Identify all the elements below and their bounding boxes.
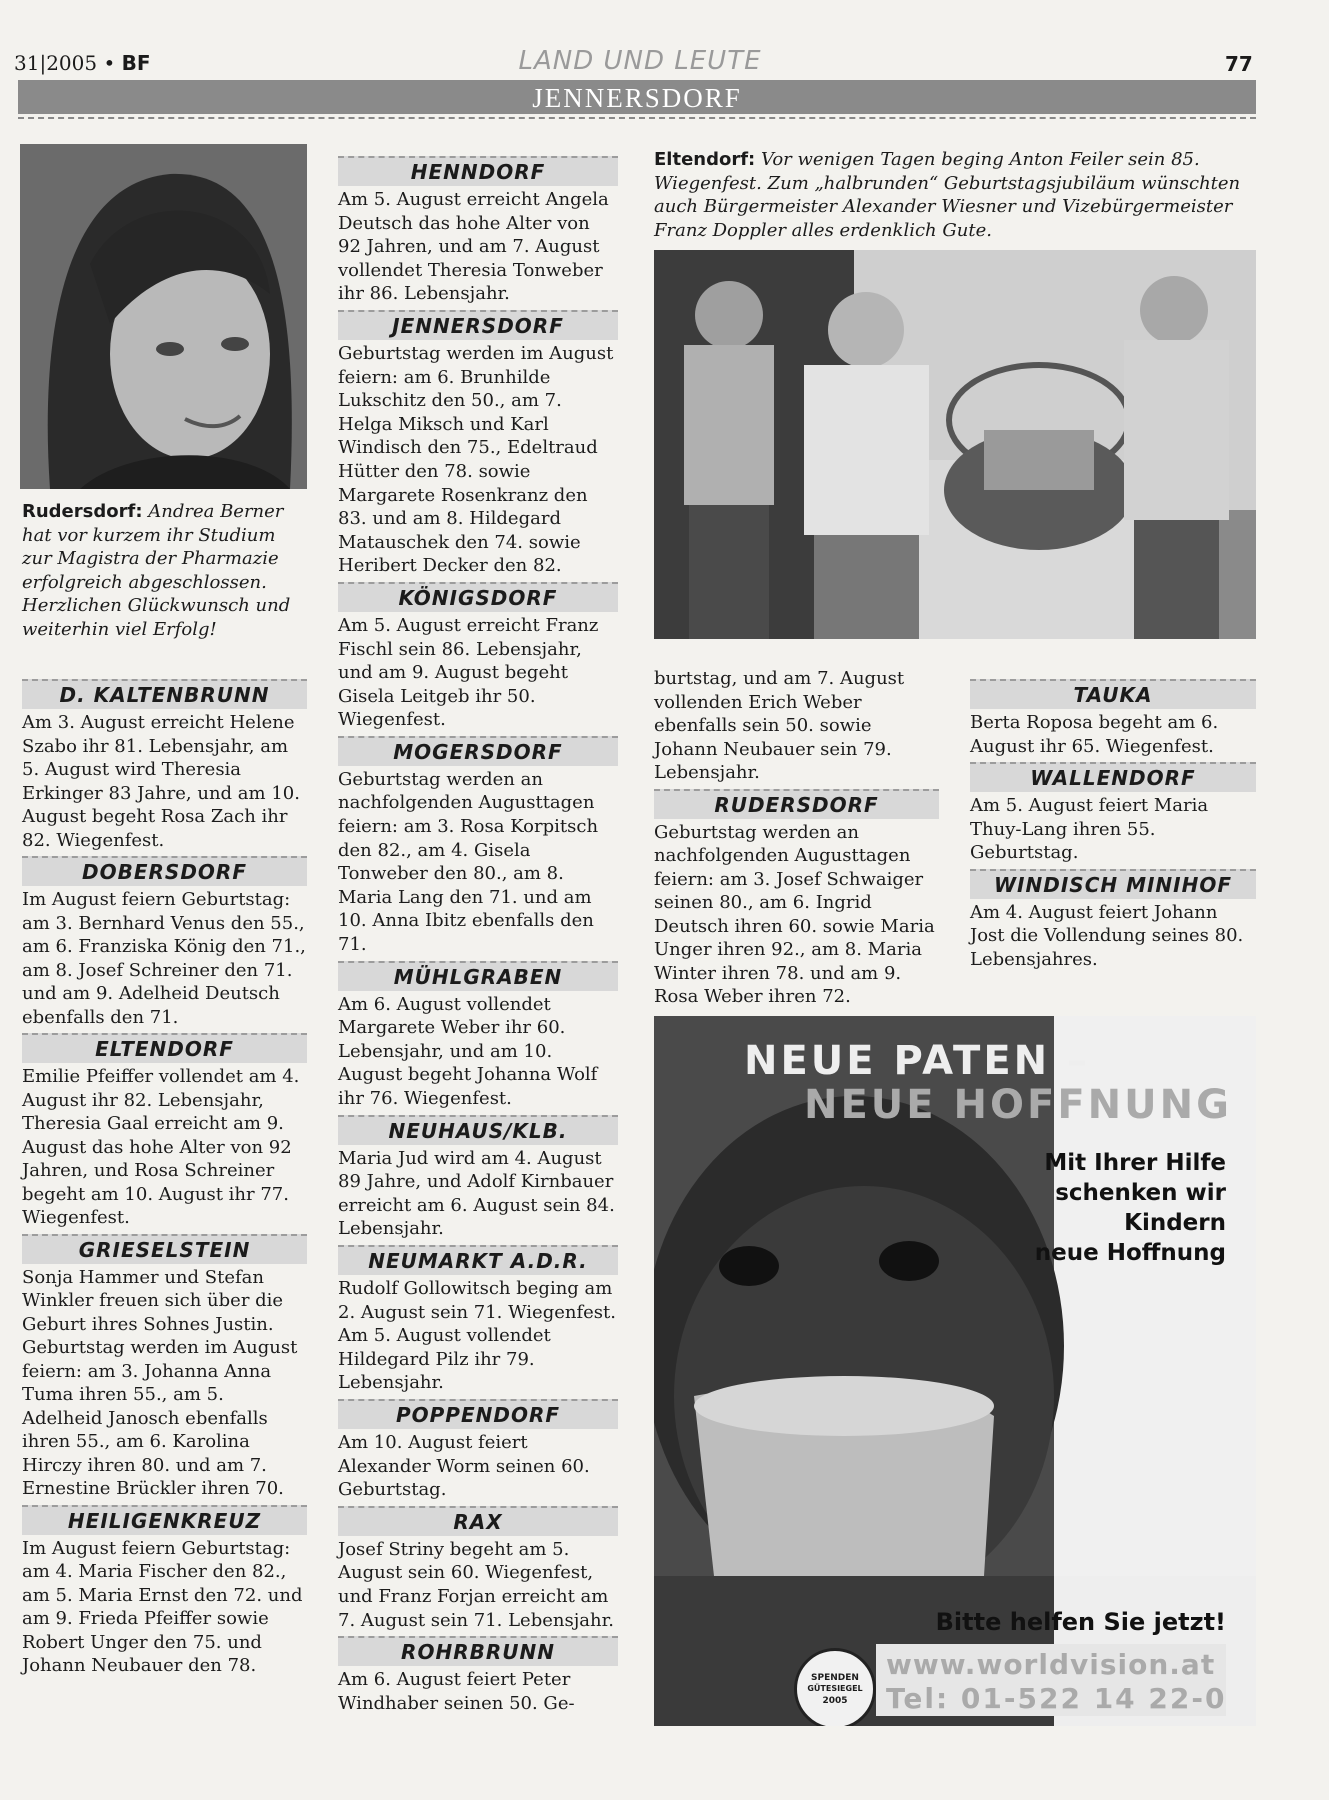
region-title: JENNERSDORF	[532, 83, 742, 113]
issue-label: 31|2005	[14, 51, 98, 75]
town-heading: HENNDORF	[338, 156, 618, 186]
ad-body-line: schenken wir	[1055, 1180, 1226, 1206]
town-text: Emilie Pfeiffer vollendet am 4. August ihr 82. Lebensjahr, Theresia Gaal erreicht am 9. August das hohe Alter von 92 Jahren, und Rosa Schreiner begeht am 10. August ihr 77. Wiegenfest.	[22, 1066, 300, 1228]
town-text: Am 6. August vollendet Margarete Weber ihr 60. Lebensjahr, und am 10. August begeht Johanna Wolf ihr 76. Wiegenfest.	[338, 993, 598, 1109]
town-heading: TAUKA	[970, 679, 1256, 709]
ad-headline-2: NEUE HOFFNUNG	[804, 1082, 1232, 1128]
continued-text: burtstag, und am 7. August vollenden Erich Weber ebenfalls sein 50. sowie Johann Neubauer sein 79. Lebensjahr.	[654, 668, 905, 783]
town-text: Am 5. August erreicht Franz Fischl sein 86. Lebensjahr, und am 9. August begeht Gisela Leitgeb ihr 50. Wiegenfest.	[338, 614, 599, 731]
town-text: Geburtstag werden im August feiern: am 6. Brunhilde Lukschitz den 50., am 7. Helga Miksch und Karl Windisch den 75., Edeltraud Hütter den 78. sowie Margarete Rosenkranz den 83. und am 8. Hildegard Matauschek den 74. sowie Heribert Decker den 82.	[338, 342, 614, 577]
seal-year: 2005	[822, 1696, 848, 1706]
ad-body-line: neue Hoffnung	[1034, 1240, 1226, 1266]
town-text: Maria Jud wird am 4. August 89 Jahre, und Adolf Kirnbauer erreicht am 6. August sein 84. Lebensjahr.	[338, 1147, 615, 1240]
issue-number	[14, 51, 151, 75]
town-text: Am 4. August feiert Johann Jost die Vollendung seines 80. Lebensjahres.	[970, 901, 1244, 970]
photo-anton-feiler	[654, 250, 1256, 639]
town-text: Am 10. August feiert Alexander Worm seinen 60. Geburtstag.	[338, 1431, 590, 1501]
ad-body-line: Kindern	[1124, 1210, 1226, 1236]
town-heading: NEUHAUS/KLB.	[338, 1115, 618, 1145]
town-heading: JENNERSDORF	[338, 310, 618, 340]
town-text: Geburtstag werden an nachfolgenden Augusttagen feiern: am 3. Josef Schwaiger seinen 80., am 6. Ingrid Deutsch ihren 60. sowie Maria Unger ihren 92., am 8. Maria Winter ihren 78. und am 9. Rosa Weber ihren 72.	[654, 821, 935, 1007]
ad-headline-1: NEUE PATEN –	[744, 1038, 1091, 1084]
worldvision-ad	[654, 1016, 1256, 1726]
town-text: Geburtstag werden an nachfolgenden Augusttagen feiern: am 3. Rosa Korpitsch den 82., am 4. Gisela Tonweber den 80., am 8. Maria Lang den 71. und am 10. Anna Ibitz ebenfalls den 71.	[338, 768, 599, 956]
town-heading: KÖNIGSDORF	[338, 582, 618, 612]
town-text: Berta Roposa begeht am 6. August ihr 65. Wiegenfest.	[970, 712, 1219, 757]
caption-place: Eltendorf:	[654, 149, 756, 170]
ad-url: www.worldvision.at	[886, 1648, 1216, 1681]
caption-feiler	[654, 148, 1254, 242]
town-heading: D. KALTENBRUNN	[22, 679, 307, 709]
seal-label: SPENDEN	[811, 1673, 859, 1683]
band-divider	[18, 117, 1256, 119]
caption-text: Vor wenigen Tagen beging Anton Feiler sein 85. Wiegenfest. Zum „halbrunden“ Geburtstagsjubiläum wünschten auch Bürgermeister Alexander Wiesner und Vizebürgermeister Franz Doppler alles erdenklich Gute.	[654, 149, 1241, 241]
town-heading: NEUMARKT A.D.R.	[338, 1245, 618, 1275]
town-text: Im August feiern Geburtstag: am 4. Maria Fischer den 82., am 5. Maria Ernst den 72. und am 9. Frieda Pfeiffer sowie Robert Unger den 75. und Johann Neubauer den 78.	[22, 1537, 303, 1676]
ad-phone: Tel: 01-522 14 22-0	[886, 1682, 1227, 1715]
page-number: 77	[1225, 52, 1253, 76]
ad-body-line: Mit Ihrer Hilfe	[1044, 1150, 1226, 1176]
portrait-image	[20, 144, 307, 489]
town-heading: MOGERSDORF	[338, 736, 618, 766]
group-photo-image	[654, 250, 1256, 639]
column-3	[654, 667, 939, 1009]
ad-call-to-action: Bitte helfen Sie jetzt!	[935, 1608, 1226, 1636]
caption-andrea	[22, 500, 307, 641]
town-heading: RUDERSDORF	[654, 789, 939, 819]
town-text: Sonja Hammer und Stefan Winkler freuen sich über die Geburt ihres Sohnes Justin. Geburtstag werden im August feiern: am 3. Johanna Anna Tuma ihren 55., am 5. Adelheid Janosch ebenfalls ihren 55., am 6. Karolina Hirczy ihren 80. und am 7. Ernestine Brückler ihren 70.	[22, 1266, 298, 1499]
town-heading: MÜHLGRABEN	[338, 961, 618, 991]
town-heading: RAX	[338, 1506, 618, 1536]
photo-andrea-berner	[20, 144, 307, 489]
town-text: Am 5. August feiert Maria Thuy-Lang ihren 55. Geburtstag.	[970, 795, 1209, 863]
town-text: Josef Striny begeht am 5. August sein 60. Wiegenfest, und Franz Forjan erreicht am 7. August sein 71. Lebensjahr.	[338, 1538, 614, 1631]
town-heading: WINDISCH MINIHOF	[970, 869, 1256, 899]
town-heading: POPPENDORF	[338, 1399, 618, 1429]
caption-place: Rudersdorf:	[22, 501, 143, 522]
column-4	[970, 675, 1256, 971]
town-heading: ELTENDORF	[22, 1033, 307, 1063]
town-heading: WALLENDORF	[970, 762, 1256, 792]
town-text: Am 5. August erreicht Angela Deutsch das hohe Alter von 92 Jahren, und am 7. August vollendet Theresia Tonweber ihr 86. Lebensjahr.	[338, 189, 609, 305]
town-text: Am 3. August erreicht Helene Szabo ihr 81. Lebensjahr, am 5. August wird Theresia Erkinger 83 Jahre, und am 10. August begeht Rosa Zach ihr 82. Wiegenfest.	[22, 712, 300, 851]
ad-body	[1035, 1148, 1226, 1268]
paper-name: BF	[121, 51, 151, 75]
town-text: Im August feiern Geburtstag: am 3. Bernhard Venus den 55., am 6. Franziska König den 71., am 8. Josef Schreiner den 71. und am 9. Adelheid Deutsch ebenfalls den 71.	[22, 889, 306, 1028]
section-title: LAND UND LEUTE	[518, 46, 762, 76]
bullet: •	[103, 51, 116, 75]
spenden-seal-icon	[794, 1648, 876, 1726]
town-text: Am 6. August feiert Peter Windhaber seinen 50. Ge-	[338, 1669, 575, 1714]
town-heading: ROHRBRUNN	[338, 1636, 618, 1666]
town-text: Rudolf Gollowitsch beging am 2. August sein 71. Wiegenfest. Am 5. August vollendet Hildegard Pilz ihr 79. Lebensjahr.	[338, 1277, 616, 1394]
seal-label: GÜTESIEGEL	[807, 1684, 863, 1693]
town-heading: DOBERSDORF	[22, 856, 307, 886]
caption-text: Andrea Berner hat vor kurzem ihr Studium zur Magistra der Pharmazie erfolgreich abgeschlossen. Herzlichen Glückwunsch und weiterhin viel Erfolg!	[22, 501, 291, 640]
town-heading: HEILIGENKREUZ	[22, 1505, 307, 1535]
town-heading: GRIESELSTEIN	[22, 1234, 307, 1264]
column-1	[22, 675, 307, 1678]
column-2	[338, 152, 618, 1715]
